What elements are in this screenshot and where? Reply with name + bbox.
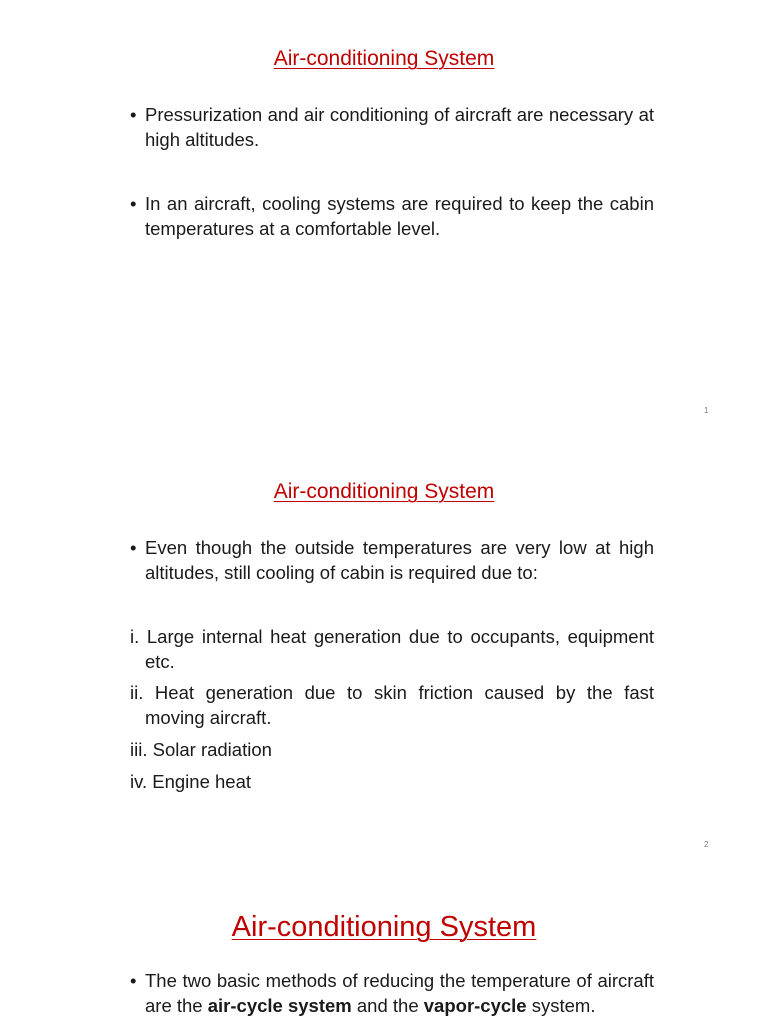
bullet-text: Pressurization and air conditioning of aircraft are necessary at high altitudes. <box>145 104 654 150</box>
slide-1-title: Air-conditioning System <box>273 47 495 70</box>
bold-term-vapor-cycle: vapor-cycle <box>423 995 527 1016</box>
slide-2-title: Air-conditioning System <box>273 480 495 503</box>
list-item: i. Large internal heat generation due to occupants, equipment etc. <box>130 626 654 672</box>
bullet-text: In an aircraft, cooling systems are required to keep the cabin temperatures at a comfortable level. <box>145 193 654 239</box>
list-item: ii. Heat generation due to skin friction caused by the fast moving aircraft. <box>130 682 654 728</box>
bullet-text-part: system. <box>526 995 596 1016</box>
page-number: 2 <box>704 840 709 849</box>
bullet-marker: • <box>130 970 137 991</box>
bullet-marker: • <box>130 104 137 125</box>
slide-3-bullet-1 <box>130 968 654 1018</box>
bullet-marker: • <box>130 537 137 558</box>
list-item: iii. Solar radiation <box>130 739 272 760</box>
bullet-text: Even though the outside temperatures are very low at high altitudes, still cooling of cabin is required due to: <box>145 537 654 583</box>
page-number: 1 <box>704 406 709 415</box>
bold-term-air-cycle: air-cycle system <box>207 995 352 1016</box>
list-item: iv. Engine heat <box>130 771 252 792</box>
bullet-text-part: and the <box>351 995 424 1016</box>
bullet-text <box>130 968 654 1018</box>
slide-3-title: Air-conditioning System <box>231 911 537 943</box>
bullet-text-part: The two basic methods of reducing the temperature of aircraft are the <box>145 970 654 1016</box>
bullet-marker: • <box>130 193 137 214</box>
